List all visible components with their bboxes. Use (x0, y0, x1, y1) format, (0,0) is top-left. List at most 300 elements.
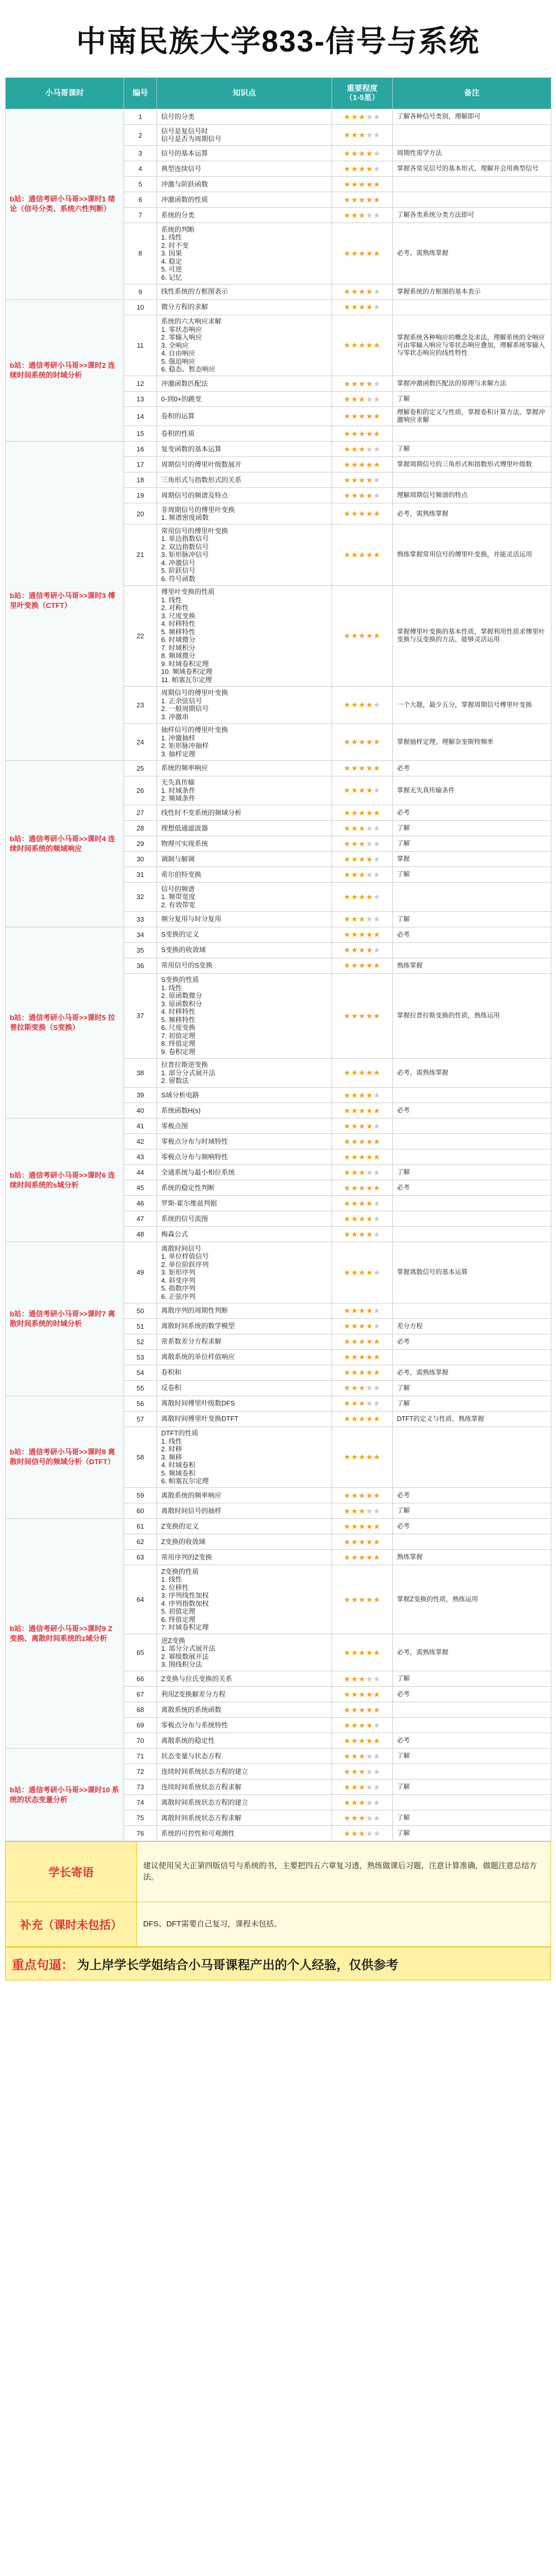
row-remark: 必考 (393, 805, 551, 821)
star-filled-icon: ★ (351, 412, 359, 421)
row-topic: 系统的频率响应 (157, 760, 332, 776)
row-number: 64 (124, 1565, 157, 1634)
importance-stars (332, 1396, 393, 1411)
star-filled-icon: ★ (351, 1752, 359, 1761)
star-filled-icon: ★ (351, 1491, 359, 1500)
star-filled-icon: ★ (343, 303, 351, 312)
knowledge-table (5, 77, 551, 1841)
bottom-text: 为上岸学长学姐结合小马哥课程产出的个人经验，仅供参考 (77, 1958, 398, 1972)
row-number: 38 (124, 1058, 157, 1088)
star-filled-icon: ★ (358, 379, 366, 388)
star-filled-icon: ★ (358, 429, 366, 438)
row-topic: 频分复用与时分复用 (157, 911, 332, 927)
star-filled-icon: ★ (358, 1705, 366, 1715)
row-number: 40 (124, 1103, 157, 1118)
star-filled-icon: ★ (343, 1690, 351, 1699)
row-remark: 了解 (393, 1165, 551, 1180)
row-topic: S域分析电路 (157, 1088, 332, 1103)
row-topic: 物理可实现系统 (157, 836, 332, 852)
row-remark: 了解 (393, 1503, 551, 1519)
star-filled-icon: ★ (366, 341, 374, 350)
importance-stars (332, 1749, 393, 1764)
star-filled-icon: ★ (366, 632, 374, 640)
star-filled-icon: ★ (351, 195, 359, 205)
star-filled-icon: ★ (358, 164, 366, 174)
importance-stars (332, 208, 393, 223)
star-filled-icon: ★ (358, 1183, 366, 1193)
star-filled-icon: ★ (358, 701, 366, 709)
star-filled-icon: ★ (343, 510, 351, 518)
row-topic: 线性时不变系统的频域分析 (157, 805, 332, 821)
row-topic: 系统函数H(s) (157, 1103, 332, 1118)
table-row (6, 1242, 551, 1303)
row-number: 59 (124, 1488, 157, 1503)
star-filled-icon: ★ (351, 701, 359, 709)
row-topic: 利用Z变换解差分方程 (157, 1687, 332, 1702)
row-remark (393, 1149, 551, 1165)
row-remark (393, 1303, 551, 1318)
row-topic: 拉普拉斯逆变换 1. 部分分式展开法 2. 留数法 (157, 1058, 332, 1088)
star-filled-icon: ★ (351, 946, 359, 955)
star-empty-icon: ★ (373, 1307, 381, 1315)
importance-stars (332, 109, 393, 125)
row-remark (393, 1718, 551, 1733)
star-empty-icon: ★ (373, 1783, 381, 1792)
star-filled-icon: ★ (343, 1674, 351, 1684)
row-number: 1 (124, 109, 157, 125)
star-filled-icon: ★ (366, 1595, 374, 1604)
row-number: 33 (124, 911, 157, 927)
importance-stars (332, 299, 393, 315)
star-empty-icon: ★ (373, 149, 381, 158)
star-empty-icon: ★ (366, 1752, 374, 1761)
star-filled-icon: ★ (366, 1705, 374, 1715)
star-filled-icon: ★ (358, 1168, 366, 1177)
star-filled-icon: ★ (343, 764, 351, 773)
row-number: 30 (124, 852, 157, 867)
star-filled-icon: ★ (343, 379, 351, 388)
row-remark: 掌握冲激函数匹配法的原理与求解方法 (393, 376, 551, 392)
table-header-row (6, 78, 551, 109)
row-remark: DTFT的定义与性质，熟练掌握 (393, 1411, 551, 1427)
star-filled-icon: ★ (351, 824, 359, 833)
row-remark: 了解 (393, 821, 551, 836)
star-filled-icon: ★ (343, 476, 351, 485)
star-empty-icon: ★ (366, 395, 374, 404)
importance-stars (332, 1134, 393, 1149)
star-filled-icon: ★ (351, 341, 359, 350)
star-filled-icon: ★ (358, 1137, 366, 1146)
row-remark: 掌握抽样定理，理解奈奎斯特频率 (393, 723, 551, 760)
importance-stars (332, 1227, 393, 1242)
star-filled-icon: ★ (351, 1595, 359, 1604)
importance-stars (332, 1764, 393, 1780)
star-filled-icon: ★ (343, 1767, 351, 1776)
star-filled-icon: ★ (373, 632, 381, 640)
row-topic: 理想低通滤波器 (157, 821, 332, 836)
star-filled-icon: ★ (366, 491, 374, 500)
star-filled-icon: ★ (351, 892, 359, 902)
row-number: 6 (124, 192, 157, 208)
star-filled-icon: ★ (351, 131, 359, 140)
star-filled-icon: ★ (358, 1829, 366, 1838)
importance-stars (332, 503, 393, 524)
row-remark (393, 1349, 551, 1365)
star-empty-icon: ★ (366, 1783, 374, 1792)
star-filled-icon: ★ (358, 149, 366, 158)
star-filled-icon: ★ (351, 1537, 359, 1547)
row-number: 75 (124, 1810, 157, 1826)
row-remark: 了解 (393, 1671, 551, 1687)
row-topic: 离散系统的单位样值响应 (157, 1349, 332, 1365)
row-topic: 线性系统的方框图表示 (157, 284, 332, 299)
row-topic: 冲激与阶跃函数 (157, 177, 332, 192)
star-filled-icon: ★ (343, 892, 351, 902)
star-empty-icon: ★ (373, 839, 381, 849)
star-filled-icon: ★ (343, 460, 351, 469)
star-filled-icon: ★ (373, 1595, 381, 1604)
row-number: 28 (124, 821, 157, 836)
star-filled-icon: ★ (351, 1353, 359, 1362)
star-filled-icon: ★ (358, 445, 366, 454)
star-empty-icon: ★ (373, 1814, 381, 1823)
star-filled-icon: ★ (351, 550, 359, 560)
row-remark: 了解 (393, 867, 551, 883)
star-filled-icon: ★ (373, 1736, 381, 1745)
star-empty-icon: ★ (366, 1674, 374, 1684)
star-filled-icon: ★ (343, 1268, 351, 1277)
importance-stars (332, 315, 393, 376)
star-filled-icon: ★ (358, 476, 366, 485)
importance-stars (332, 1196, 393, 1211)
row-number: 13 (124, 392, 157, 407)
star-filled-icon: ★ (366, 1491, 374, 1500)
star-filled-icon: ★ (343, 131, 351, 140)
importance-stars (332, 821, 393, 836)
star-filled-icon: ★ (343, 1353, 351, 1362)
star-filled-icon: ★ (373, 180, 381, 189)
star-filled-icon: ★ (343, 1307, 351, 1315)
row-remark: 必考 (393, 927, 551, 942)
star-filled-icon: ★ (343, 1814, 351, 1823)
star-filled-icon: ★ (366, 1091, 374, 1100)
star-filled-icon: ★ (373, 1183, 381, 1193)
importance-stars (332, 805, 393, 821)
row-remark: 差分方程 (393, 1318, 551, 1334)
star-filled-icon: ★ (366, 1415, 374, 1423)
star-filled-icon: ★ (373, 1137, 381, 1146)
row-number: 70 (124, 1733, 157, 1749)
star-empty-icon: ★ (373, 1798, 381, 1807)
star-filled-icon: ★ (358, 1690, 366, 1699)
table-row (6, 1519, 551, 1534)
importance-stars (332, 585, 393, 686)
row-topic: 离散系统的系统函数 (157, 1702, 332, 1718)
section-lesson-label: b站：通信考研小马哥>>课时2 连续时间系统的时域分析 (6, 299, 124, 442)
importance-stars (332, 472, 393, 488)
row-remark: 熟练掌握常用信号的傅里叶变换，并能灵活运用 (393, 524, 551, 586)
row-number: 15 (124, 426, 157, 442)
importance-stars (332, 1103, 393, 1118)
star-filled-icon: ★ (351, 1337, 359, 1346)
star-filled-icon: ★ (366, 1736, 374, 1745)
star-filled-icon: ★ (343, 491, 351, 500)
row-remark: 掌握拉普拉斯变换的性质，熟练运用 (393, 973, 551, 1058)
header-topic: 知识点 (157, 78, 332, 109)
star-filled-icon: ★ (373, 341, 381, 350)
star-filled-icon: ★ (366, 476, 374, 485)
star-filled-icon: ★ (366, 510, 374, 518)
star-filled-icon: ★ (351, 961, 359, 970)
row-number: 37 (124, 973, 157, 1058)
importance-stars (332, 1303, 393, 1318)
row-remark: 了解 (393, 1810, 551, 1826)
importance-stars (332, 1334, 393, 1349)
row-remark (393, 1118, 551, 1134)
row-remark: 了解 (393, 1396, 551, 1411)
star-filled-icon: ★ (351, 1322, 359, 1331)
row-number: 24 (124, 723, 157, 760)
importance-stars (332, 1702, 393, 1718)
row-number: 45 (124, 1180, 157, 1196)
row-remark: 必考 (393, 1334, 551, 1349)
star-filled-icon: ★ (351, 1384, 359, 1393)
star-filled-icon: ★ (343, 412, 351, 421)
row-remark (393, 1795, 551, 1810)
star-filled-icon: ★ (358, 412, 366, 421)
row-topic: 罗斯-霍尔维兹判据 (157, 1196, 332, 1211)
row-number: 12 (124, 376, 157, 392)
row-topic: 周期信号的频谱及特点 (157, 488, 332, 503)
star-filled-icon: ★ (358, 632, 366, 640)
row-remark: 必考，需熟练掌握 (393, 223, 551, 284)
star-empty-icon: ★ (366, 1829, 374, 1838)
star-filled-icon: ★ (351, 1829, 359, 1838)
star-empty-icon: ★ (366, 839, 374, 849)
star-filled-icon: ★ (351, 1399, 359, 1408)
star-empty-icon: ★ (373, 786, 381, 795)
star-filled-icon: ★ (358, 1122, 366, 1131)
star-filled-icon: ★ (358, 341, 366, 350)
star-filled-icon: ★ (358, 1491, 366, 1500)
importance-stars (332, 867, 393, 883)
star-filled-icon: ★ (343, 1122, 351, 1131)
star-filled-icon: ★ (358, 915, 366, 924)
row-number: 52 (124, 1334, 157, 1349)
star-empty-icon: ★ (366, 915, 374, 924)
row-topic: 周期信号的傅里叶级数展开 (157, 457, 332, 472)
star-filled-icon: ★ (351, 1122, 359, 1131)
row-remark: 必考，需熟练掌握 (393, 1634, 551, 1671)
row-remark: 了解 (393, 442, 551, 457)
star-filled-icon: ★ (358, 961, 366, 970)
star-filled-icon: ★ (343, 1736, 351, 1745)
importance-stars (332, 1780, 393, 1795)
star-filled-icon: ★ (343, 915, 351, 924)
star-empty-icon: ★ (373, 211, 381, 220)
row-remark: 理解卷积的定义与性质，掌握卷积计算方法，掌握冲激响应求解 (393, 407, 551, 426)
star-filled-icon: ★ (343, 961, 351, 970)
importance-stars (332, 1795, 393, 1810)
star-filled-icon: ★ (358, 738, 366, 747)
star-empty-icon: ★ (366, 1798, 374, 1807)
row-remark: 必考，需熟练掌握 (393, 503, 551, 524)
row-topic: 离散系统的频率响应 (157, 1488, 332, 1503)
star-filled-icon: ★ (343, 738, 351, 747)
row-number: 47 (124, 1211, 157, 1227)
star-filled-icon: ★ (343, 211, 351, 220)
row-number: 42 (124, 1134, 157, 1149)
star-filled-icon: ★ (366, 1011, 374, 1021)
star-filled-icon: ★ (351, 303, 359, 312)
row-remark: 必考 (393, 1103, 551, 1118)
star-filled-icon: ★ (373, 510, 381, 518)
star-filled-icon: ★ (358, 1268, 366, 1277)
star-filled-icon: ★ (366, 1353, 374, 1362)
star-filled-icon: ★ (343, 1091, 351, 1100)
star-empty-icon: ★ (366, 112, 374, 122)
row-topic: 无失真传输 1. 时域条件 2. 频域条件 (157, 776, 332, 805)
star-empty-icon: ★ (373, 287, 381, 296)
row-remark (393, 1764, 551, 1780)
row-number: 14 (124, 407, 157, 426)
star-filled-icon: ★ (343, 1829, 351, 1838)
star-filled-icon: ★ (351, 1798, 359, 1807)
star-filled-icon: ★ (343, 1648, 351, 1657)
table-row (6, 927, 551, 942)
star-filled-icon: ★ (343, 1415, 351, 1423)
row-remark: 了解各类系统分类方法即可 (393, 208, 551, 223)
star-empty-icon: ★ (366, 445, 374, 454)
row-remark: 熟练掌握 (393, 958, 551, 973)
section-lesson-label: b站：通信考研小马哥>>课时3 傅里叶变换（CTFT） (6, 442, 124, 761)
star-filled-icon: ★ (351, 1168, 359, 1177)
star-filled-icon: ★ (351, 1767, 359, 1776)
star-filled-icon: ★ (358, 1353, 366, 1362)
row-topic: 逆Z变换 1. 部分分式展开法 2. 幂级数展开法 3. 围线积分法 (157, 1634, 332, 1671)
row-number: 73 (124, 1780, 157, 1795)
star-filled-icon: ★ (343, 550, 351, 560)
star-filled-icon: ★ (358, 1399, 366, 1408)
star-filled-icon: ★ (373, 764, 381, 773)
star-filled-icon: ★ (358, 808, 366, 818)
star-empty-icon: ★ (373, 476, 381, 485)
row-number: 53 (124, 1349, 157, 1365)
star-filled-icon: ★ (358, 930, 366, 939)
importance-stars (332, 1826, 393, 1841)
row-remark: 必考 (393, 1488, 551, 1503)
star-filled-icon: ★ (351, 1153, 359, 1162)
row-number: 36 (124, 958, 157, 973)
row-remark: 掌握无失真传输条件 (393, 776, 551, 805)
star-filled-icon: ★ (358, 1199, 366, 1208)
star-filled-icon: ★ (351, 930, 359, 939)
star-filled-icon: ★ (343, 429, 351, 438)
advice-label: 学长寄语 (6, 1842, 137, 1902)
importance-stars (332, 852, 393, 867)
row-topic: 离散时间系统的数学模型 (157, 1318, 332, 1334)
row-topic: S变换的定义 (157, 927, 332, 942)
row-remark: 掌握系统的方框图的基本表示 (393, 284, 551, 299)
star-filled-icon: ★ (373, 1368, 381, 1377)
star-filled-icon: ★ (343, 1506, 351, 1516)
star-filled-icon: ★ (366, 1230, 374, 1239)
row-remark: 掌握离散信号的基本运算 (393, 1242, 551, 1303)
row-topic: 系统的判断 1. 线性 2. 时不变 3. 因果 4. 稳定 5. 可逆 6. 记忆 (157, 223, 332, 284)
star-empty-icon: ★ (373, 701, 381, 709)
star-filled-icon: ★ (343, 808, 351, 818)
row-number: 62 (124, 1534, 157, 1550)
row-remark: 掌握周期信号的三角形式和指数形式傅里叶级数 (393, 457, 551, 472)
row-topic: S变换的性质 1. 线性 2. 原函数微分 3. 原函数积分 4. 时移特性 5. 频移特性 6. 尺度变换 7. 初值定理 8. 终值定理 9. 卷积定理 (157, 973, 332, 1058)
star-filled-icon: ★ (358, 112, 366, 122)
importance-stars (332, 192, 393, 208)
star-filled-icon: ★ (373, 1337, 381, 1346)
star-filled-icon: ★ (351, 1214, 359, 1224)
star-filled-icon: ★ (343, 112, 351, 122)
row-remark: 掌握 (393, 852, 551, 867)
star-filled-icon: ★ (343, 701, 351, 709)
row-number: 8 (124, 223, 157, 284)
importance-stars (332, 1488, 393, 1503)
row-remark: 理解周期信号频谱的特点 (393, 488, 551, 503)
row-remark (393, 1211, 551, 1227)
star-empty-icon: ★ (373, 303, 381, 312)
importance-stars (332, 723, 393, 760)
star-filled-icon: ★ (366, 1183, 374, 1193)
star-filled-icon: ★ (366, 550, 374, 560)
row-remark (393, 1088, 551, 1103)
importance-stars (332, 958, 393, 973)
star-filled-icon: ★ (343, 1011, 351, 1021)
star-filled-icon: ★ (358, 180, 366, 189)
supplement-row (6, 1902, 551, 1947)
star-filled-icon: ★ (343, 1798, 351, 1807)
star-filled-icon: ★ (351, 211, 359, 220)
star-filled-icon: ★ (358, 855, 366, 864)
row-remark: 掌握傅里叶变换的基本性质，掌握利用性质求傅里叶变换与反变换的方法，能够灵活运用 (393, 585, 551, 686)
advice-text: 建议使用吴大正第四版信号与系统的书，主要把四五六章复习透，熟练做课后习题，注意计算准确，做题注意总结方法。 (137, 1842, 551, 1902)
star-filled-icon: ★ (358, 1153, 366, 1162)
star-filled-icon: ★ (358, 824, 366, 833)
star-empty-icon: ★ (373, 1721, 381, 1730)
row-number: 17 (124, 457, 157, 472)
row-topic: 0-到0+的跳变 (157, 392, 332, 407)
section-lesson-label: b站：通信考研小马哥>>课时5 拉普拉斯变换（S变换） (6, 927, 124, 1118)
row-remark: 必考 (393, 760, 551, 776)
row-number: 46 (124, 1196, 157, 1211)
importance-stars (332, 1380, 393, 1396)
row-topic: 系统的分类 (157, 208, 332, 223)
star-filled-icon: ★ (343, 824, 351, 833)
star-filled-icon: ★ (343, 1752, 351, 1761)
row-number: 25 (124, 760, 157, 776)
star-filled-icon: ★ (351, 1307, 359, 1315)
row-topic: 离散时间信号 1. 单位样值信号 2. 单位阶跃序列 3. 矩形序列 4. 斜变序列 5. 指数序列 6. 正弦序列 (157, 1242, 332, 1303)
star-filled-icon: ★ (366, 429, 374, 438)
row-number: 49 (124, 1242, 157, 1303)
star-filled-icon: ★ (351, 1522, 359, 1531)
star-filled-icon: ★ (358, 1553, 366, 1562)
importance-stars (332, 284, 393, 299)
star-filled-icon: ★ (366, 892, 374, 902)
row-number: 20 (124, 503, 157, 524)
star-empty-icon: ★ (373, 946, 381, 955)
row-topic: 离散时间傅里叶变换DTFT (157, 1411, 332, 1427)
star-empty-icon: ★ (366, 1814, 374, 1823)
row-topic: 卷积的运算 (157, 407, 332, 426)
row-topic: 典型连续信号 (157, 161, 332, 177)
